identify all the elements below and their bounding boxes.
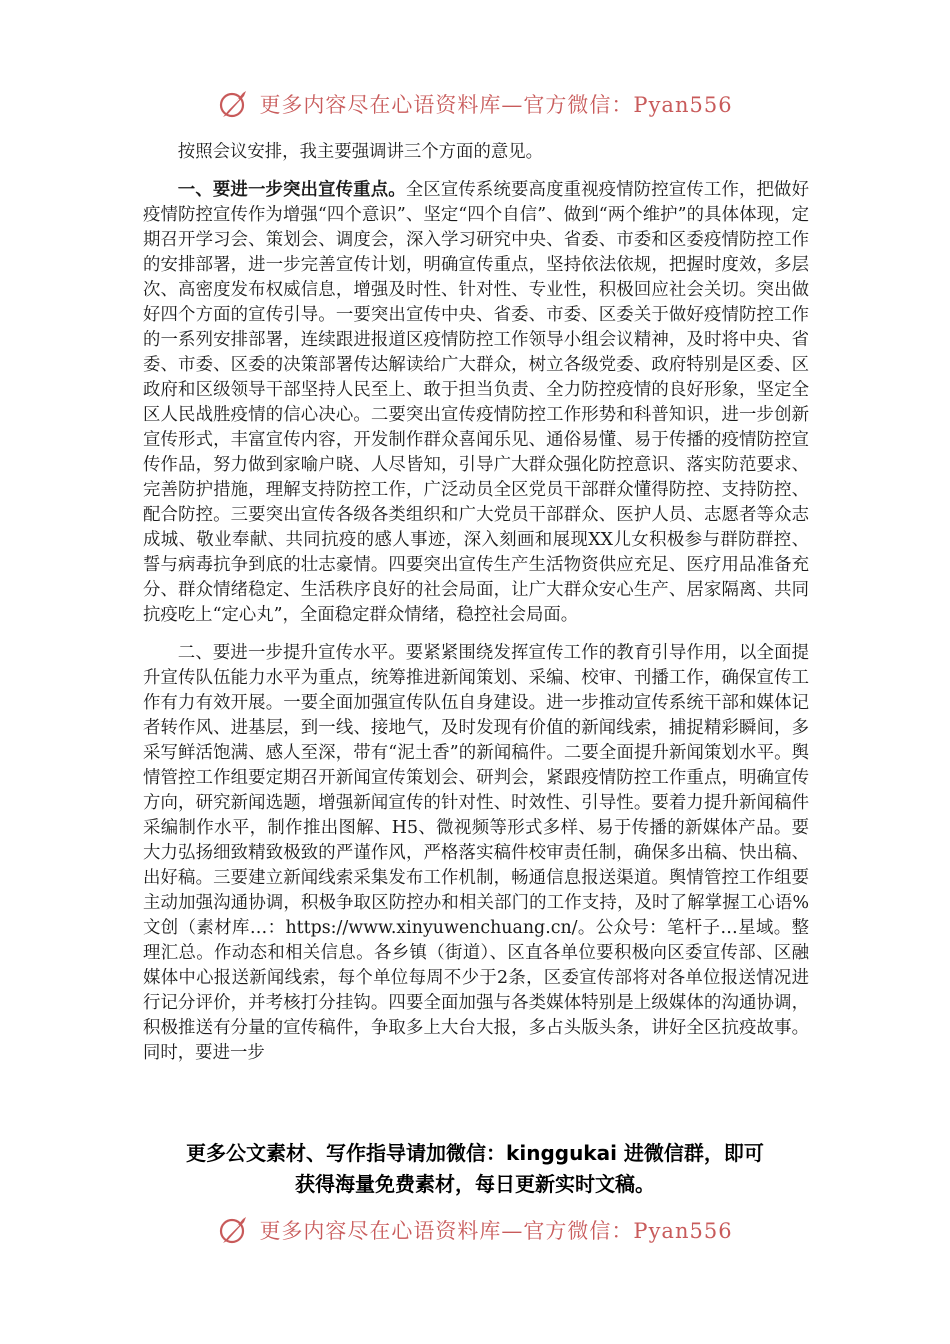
section-1-heading: 一、要进一步突出宣传重点。 xyxy=(177,180,406,200)
section-1-body: 全区宣传系统要高度重视疫情防控宣传工作，把做好疫情防控宣传作为增强“四个意识”、坚定“四个自信”、做到“两个维护”的具体体现，定期召开学习会、策划会、调度会，深入学习研究中央、省委、市委和区委疫情防控工作的安排部署，进一步完善宣传计划，明确宣传重点，坚持依法依规，把握时度效，多层次、高密度发布权威信息，增强及时性、针对性、专业性，积极回应社会关切。突出做好四个方面的宣传引导。一要突出宣传中央、省委、市委、区委关于做好疫情防控工作的一系列安排部署，连续跟进报道区疫情防控工作领导小组会议精神，及时将中央、省委、市委、区委的决策部署传达解读给广大群众，树立各级党委、政府特别是区委、区政府和区级领导干部坚持人民至上、敢于担当负责、全力防控疫情的良好形象，坚定全区人民战胜疫情的信心决心。二要突出宣传疫情防控工作形势和科普知识，进一步创新宣传形式，丰富宣传内容，开发制作群众喜闻乐见、通俗易懂、易于传播的疫情防控宣传作品，努力做到家喻户晓、人尽皆知，引导广大群众强化防控意识、落实防范要求、完善防护措施，理解支持防控工作，广泛动员全区党员干部群众懂得防控、支持防控、配合防控。三要突出宣传各级各类组织和广大党员干部群众、医护人员、志愿者等众志成城、敬业奉献、共同抗疫的感人事迹，深入刻画和展现XX儿女积极参与群防群控、誓与病毒抗争到底的壮志豪情。四要突出宣传生产生活物资供应充足、医疗用品准备充分、群众情绪稳定、生活秩序良好的社会局面，让广大群众安心生产、居家隔离、共同抗疫吃上“定心丸”，全面稳定群众情绪，稳控社会局面。 xyxy=(143,180,809,625)
document-body xyxy=(143,140,809,1066)
header-watermark xyxy=(0,82,950,126)
section-1-paragraph xyxy=(143,178,809,628)
footer-watermark xyxy=(0,1208,950,1252)
quill-logo-icon xyxy=(217,87,251,121)
watermark-text: 更多内容尽在心语资料库—官方微信：Pyan556 xyxy=(259,93,733,117)
promo-banner xyxy=(0,1138,950,1200)
quill-logo-icon xyxy=(217,1213,251,1247)
intro-paragraph: 按照会议安排，我主要强调讲三个方面的意见。 xyxy=(177,142,544,162)
watermark-text: 更多内容尽在心语资料库—官方微信：Pyan556 xyxy=(259,1219,733,1243)
promo-line-2: 获得海量免费素材，每日更新实时文稿。 xyxy=(295,1172,655,1196)
section-2-paragraph: 二、要进一步提升宣传水平。要紧紧围绕发挥宣传工作的教育引导作用，以全面提升宣传队伍能力水平为重点，统筹推进新闻策划、采编、校审、刊播工作，确保宣传工作有力有效开展。一要全面加强宣传队伍自身建设。进一步推动宣传系统干部和媒体记者转作风、进基层，到一线、接地气，及时发现有价值的新闻线索，捕捉精彩瞬间，多采写鲜活饱满、感人至深，带有“泥土香”的新闻稿件。二要全面提升新闻策划水平。舆情管控工作组要定期召开新闻宣传策划会、研判会，紧跟疫情防控工作重点，明确宣传方向，研究新闻选题，增强新闻宣传的针对性、时效性、引导性。要着力提升新闻稿件采编制作水平，制作推出图解、H5、微视频等形式多样、易于传播的新媒体产品。要大力弘扬细致精致极致的严谨作风，严格落实稿件校审责任制，确保多出稿、快出稿、出好稿。三要建立新闻线索采集发布工作机制，畅通信息报送渠道。舆情管控工作组要主动加强沟通协调，积极争取区防控办和相关部门的工作支持，及时了解掌握工心语%文创（素材库…：https://www.xinyuwenchuang.cn/。公众号：笔杆子…星域。整理汇总。作动态和相关信息。各乡镇（街道）、区直各单位要积极向区委宣传部、区融媒体中心报送新闻线索，每个单位每周不少于2条，区委宣传部将对各单位报送情况进行记分评价，并考核打分挂钩。四要全面加强与各类媒体特别是上级媒体的沟通协调，积极推送有分量的宣传稿件，争取多上大台大报，多占头版头条，讲好全区抗疫故事。同时，要进一步 xyxy=(143,643,809,1063)
promo-line-1: 更多公文素材、写作指导请加微信：kinggukai 进微信群，即可 xyxy=(186,1141,764,1165)
